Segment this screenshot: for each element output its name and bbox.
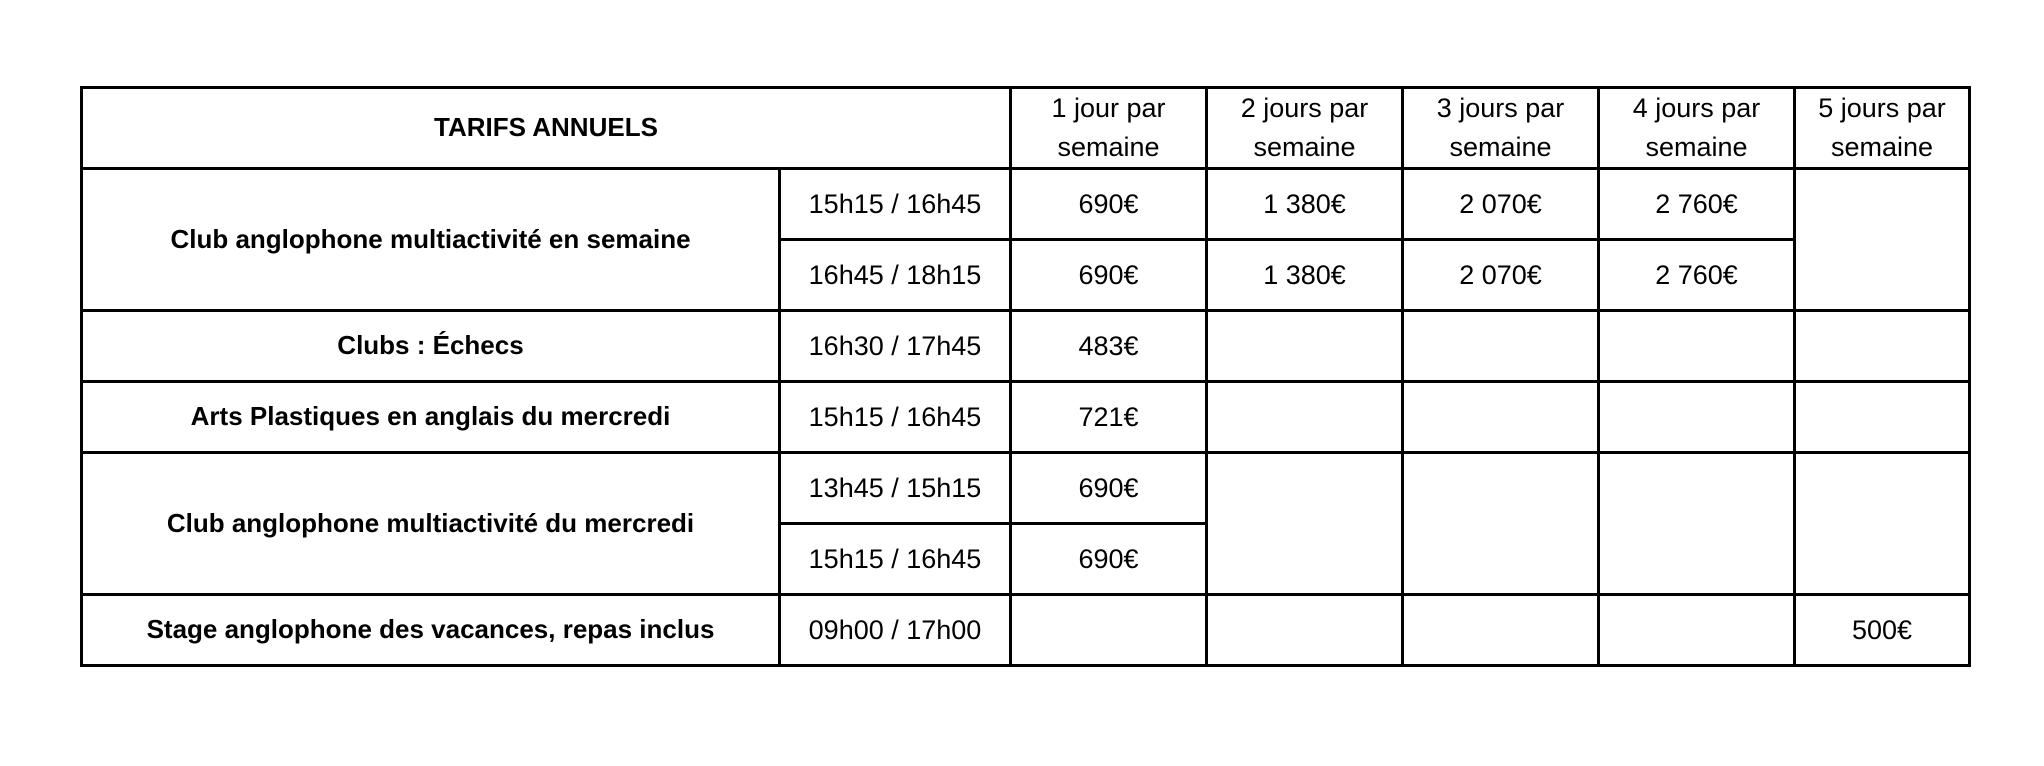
activity-label: Club anglophone multiactivité du mercredi	[82, 453, 780, 595]
price-cell: 690€	[1011, 524, 1207, 595]
price-cell-empty	[1207, 382, 1403, 453]
price-cell: 500€	[1795, 595, 1970, 666]
time-slot: 13h45 / 15h15	[780, 453, 1011, 524]
table-row	[82, 311, 1970, 382]
price-cell-empty	[1795, 169, 1970, 311]
price-cell-empty	[1599, 311, 1795, 382]
time-slot: 15h15 / 16h45	[780, 524, 1011, 595]
column-header-line: semaine	[1057, 132, 1160, 163]
column-header-line: 3 jours par	[1436, 93, 1565, 123]
price-cell: 690€	[1011, 453, 1207, 524]
time-slot: 15h15 / 16h45	[780, 169, 1011, 240]
table-row	[82, 453, 1970, 524]
price-cell-empty	[1403, 311, 1599, 382]
price-cell-empty	[1599, 382, 1795, 453]
price-cell-empty	[1403, 382, 1599, 453]
time-slot: 09h00 / 17h00	[780, 595, 1011, 666]
price-cell-empty	[1795, 382, 1970, 453]
table-row	[82, 169, 1970, 240]
column-header-line: semaine	[1830, 132, 1934, 163]
table-row	[82, 595, 1970, 666]
activity-label: Clubs : Échecs	[82, 311, 780, 382]
table-row	[82, 382, 1970, 453]
time-slot: 16h30 / 17h45	[780, 311, 1011, 382]
price-cell-empty	[1403, 595, 1599, 666]
column-header-line: 4 jours par	[1632, 93, 1761, 123]
price-cell-empty	[1599, 453, 1795, 595]
price-cell: 2 760€	[1599, 169, 1795, 240]
activity-label: Club anglophone multiactivité en semaine	[82, 169, 780, 311]
price-cell-empty	[1011, 595, 1207, 666]
column-header-line: 5 jours par	[1818, 93, 1946, 123]
price-cell-empty	[1207, 453, 1403, 595]
price-cell: 690€	[1011, 240, 1207, 311]
column-header-4-jours	[1599, 88, 1795, 169]
price-cell-empty	[1795, 453, 1970, 595]
price-cell: 721€	[1011, 382, 1207, 453]
header-row	[82, 88, 1970, 169]
column-header-line: semaine	[1449, 132, 1552, 163]
tarifs-table	[80, 86, 1971, 667]
time-slot: 16h45 / 18h15	[780, 240, 1011, 311]
activity-label: Stage anglophone des vacances, repas inclus	[82, 595, 780, 666]
price-cell: 483€	[1011, 311, 1207, 382]
price-cell-empty	[1599, 595, 1795, 666]
price-cell: 2 070€	[1403, 169, 1599, 240]
column-header-1-jour	[1011, 88, 1207, 169]
price-cell-empty	[1403, 453, 1599, 595]
column-header-line: 1 jour par	[1051, 93, 1166, 123]
price-cell-empty	[1795, 311, 1970, 382]
column-header-line: semaine	[1253, 132, 1356, 163]
activity-label: Arts Plastiques en anglais du mercredi	[82, 382, 780, 453]
price-cell: 1 380€	[1207, 240, 1403, 311]
column-header-line: semaine	[1645, 132, 1748, 163]
time-slot: 15h15 / 16h45	[780, 382, 1011, 453]
price-cell: 2 760€	[1599, 240, 1795, 311]
price-cell: 690€	[1011, 169, 1207, 240]
price-cell: 1 380€	[1207, 169, 1403, 240]
column-header-line: 2 jours par	[1240, 93, 1369, 123]
column-header-5-jours	[1795, 88, 1970, 169]
column-header-2-jours	[1207, 88, 1403, 169]
table-title: TARIFS ANNUELS	[82, 88, 1011, 169]
price-cell-empty	[1207, 311, 1403, 382]
column-header-3-jours	[1403, 88, 1599, 169]
price-cell-empty	[1207, 595, 1403, 666]
price-cell: 2 070€	[1403, 240, 1599, 311]
